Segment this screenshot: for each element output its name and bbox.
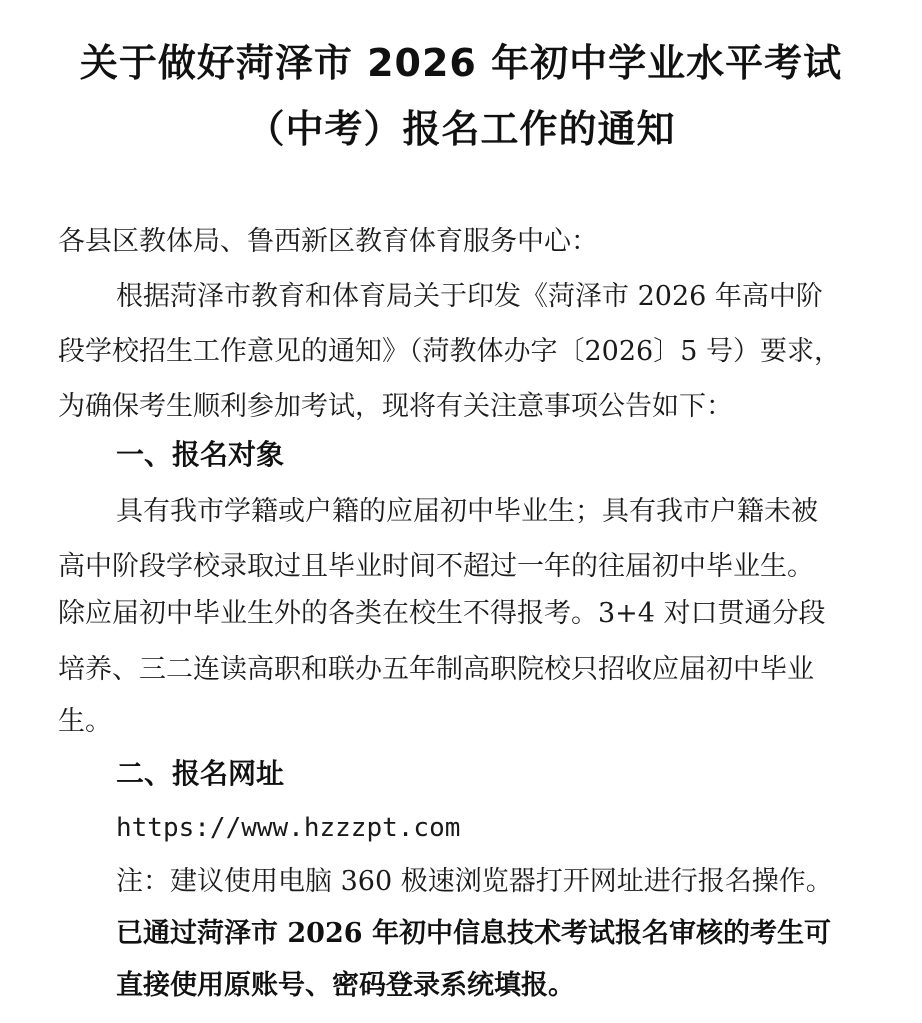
eligibility-line-4: 培养、三二连读高职和联办五年制高职院校只招收应届初中毕业 — [58, 654, 814, 685]
intro-line-3: 为确保考生顺利参加考试，现将有关注意事项公告如下： — [58, 391, 733, 422]
salutation: 各县区教体局、鲁西新区教育体育服务中心： — [58, 226, 598, 257]
document-title-line-2: （中考）报名工作的通知 — [246, 107, 676, 151]
section-heading-eligibility: 一、报名对象 — [116, 438, 285, 471]
section-heading-website: 二、报名网址 — [116, 757, 285, 790]
eligibility-line-2: 高中阶段学校录取过且毕业时间不超过一年的往届初中毕业生。 — [58, 551, 814, 582]
account-notice-line-2: 直接使用原账号、密码登录系统填报。 — [116, 970, 575, 1001]
intro-line-2: 段学校招生工作意见的通知》（菏教体办字〔2026〕5 号）要求， — [58, 336, 841, 367]
eligibility-line-3: 除应届初中毕业生外的各类在校生不得报考。3+4 对口贯通分段 — [58, 598, 826, 629]
account-notice-line-1: 已通过菏泽市 2026 年初中信息技术考试报名审核的考生可 — [116, 918, 831, 949]
intro-line-1: 根据菏泽市教育和体育局关于印发《菏泽市 2026 年高中阶 — [116, 281, 823, 312]
registration-url: https://www.hzzzpt.com — [116, 813, 461, 843]
document-title-line-1: 关于做好菏泽市 2026 年初中学业水平考试 — [79, 41, 843, 85]
eligibility-line-1: 具有我市学籍或户籍的应届初中毕业生；具有我市户籍未被 — [116, 496, 818, 527]
eligibility-line-5: 生。 — [58, 706, 112, 737]
browser-note: 注：建议使用电脑 360 极速浏览器打开网址进行报名操作。 — [116, 866, 833, 897]
